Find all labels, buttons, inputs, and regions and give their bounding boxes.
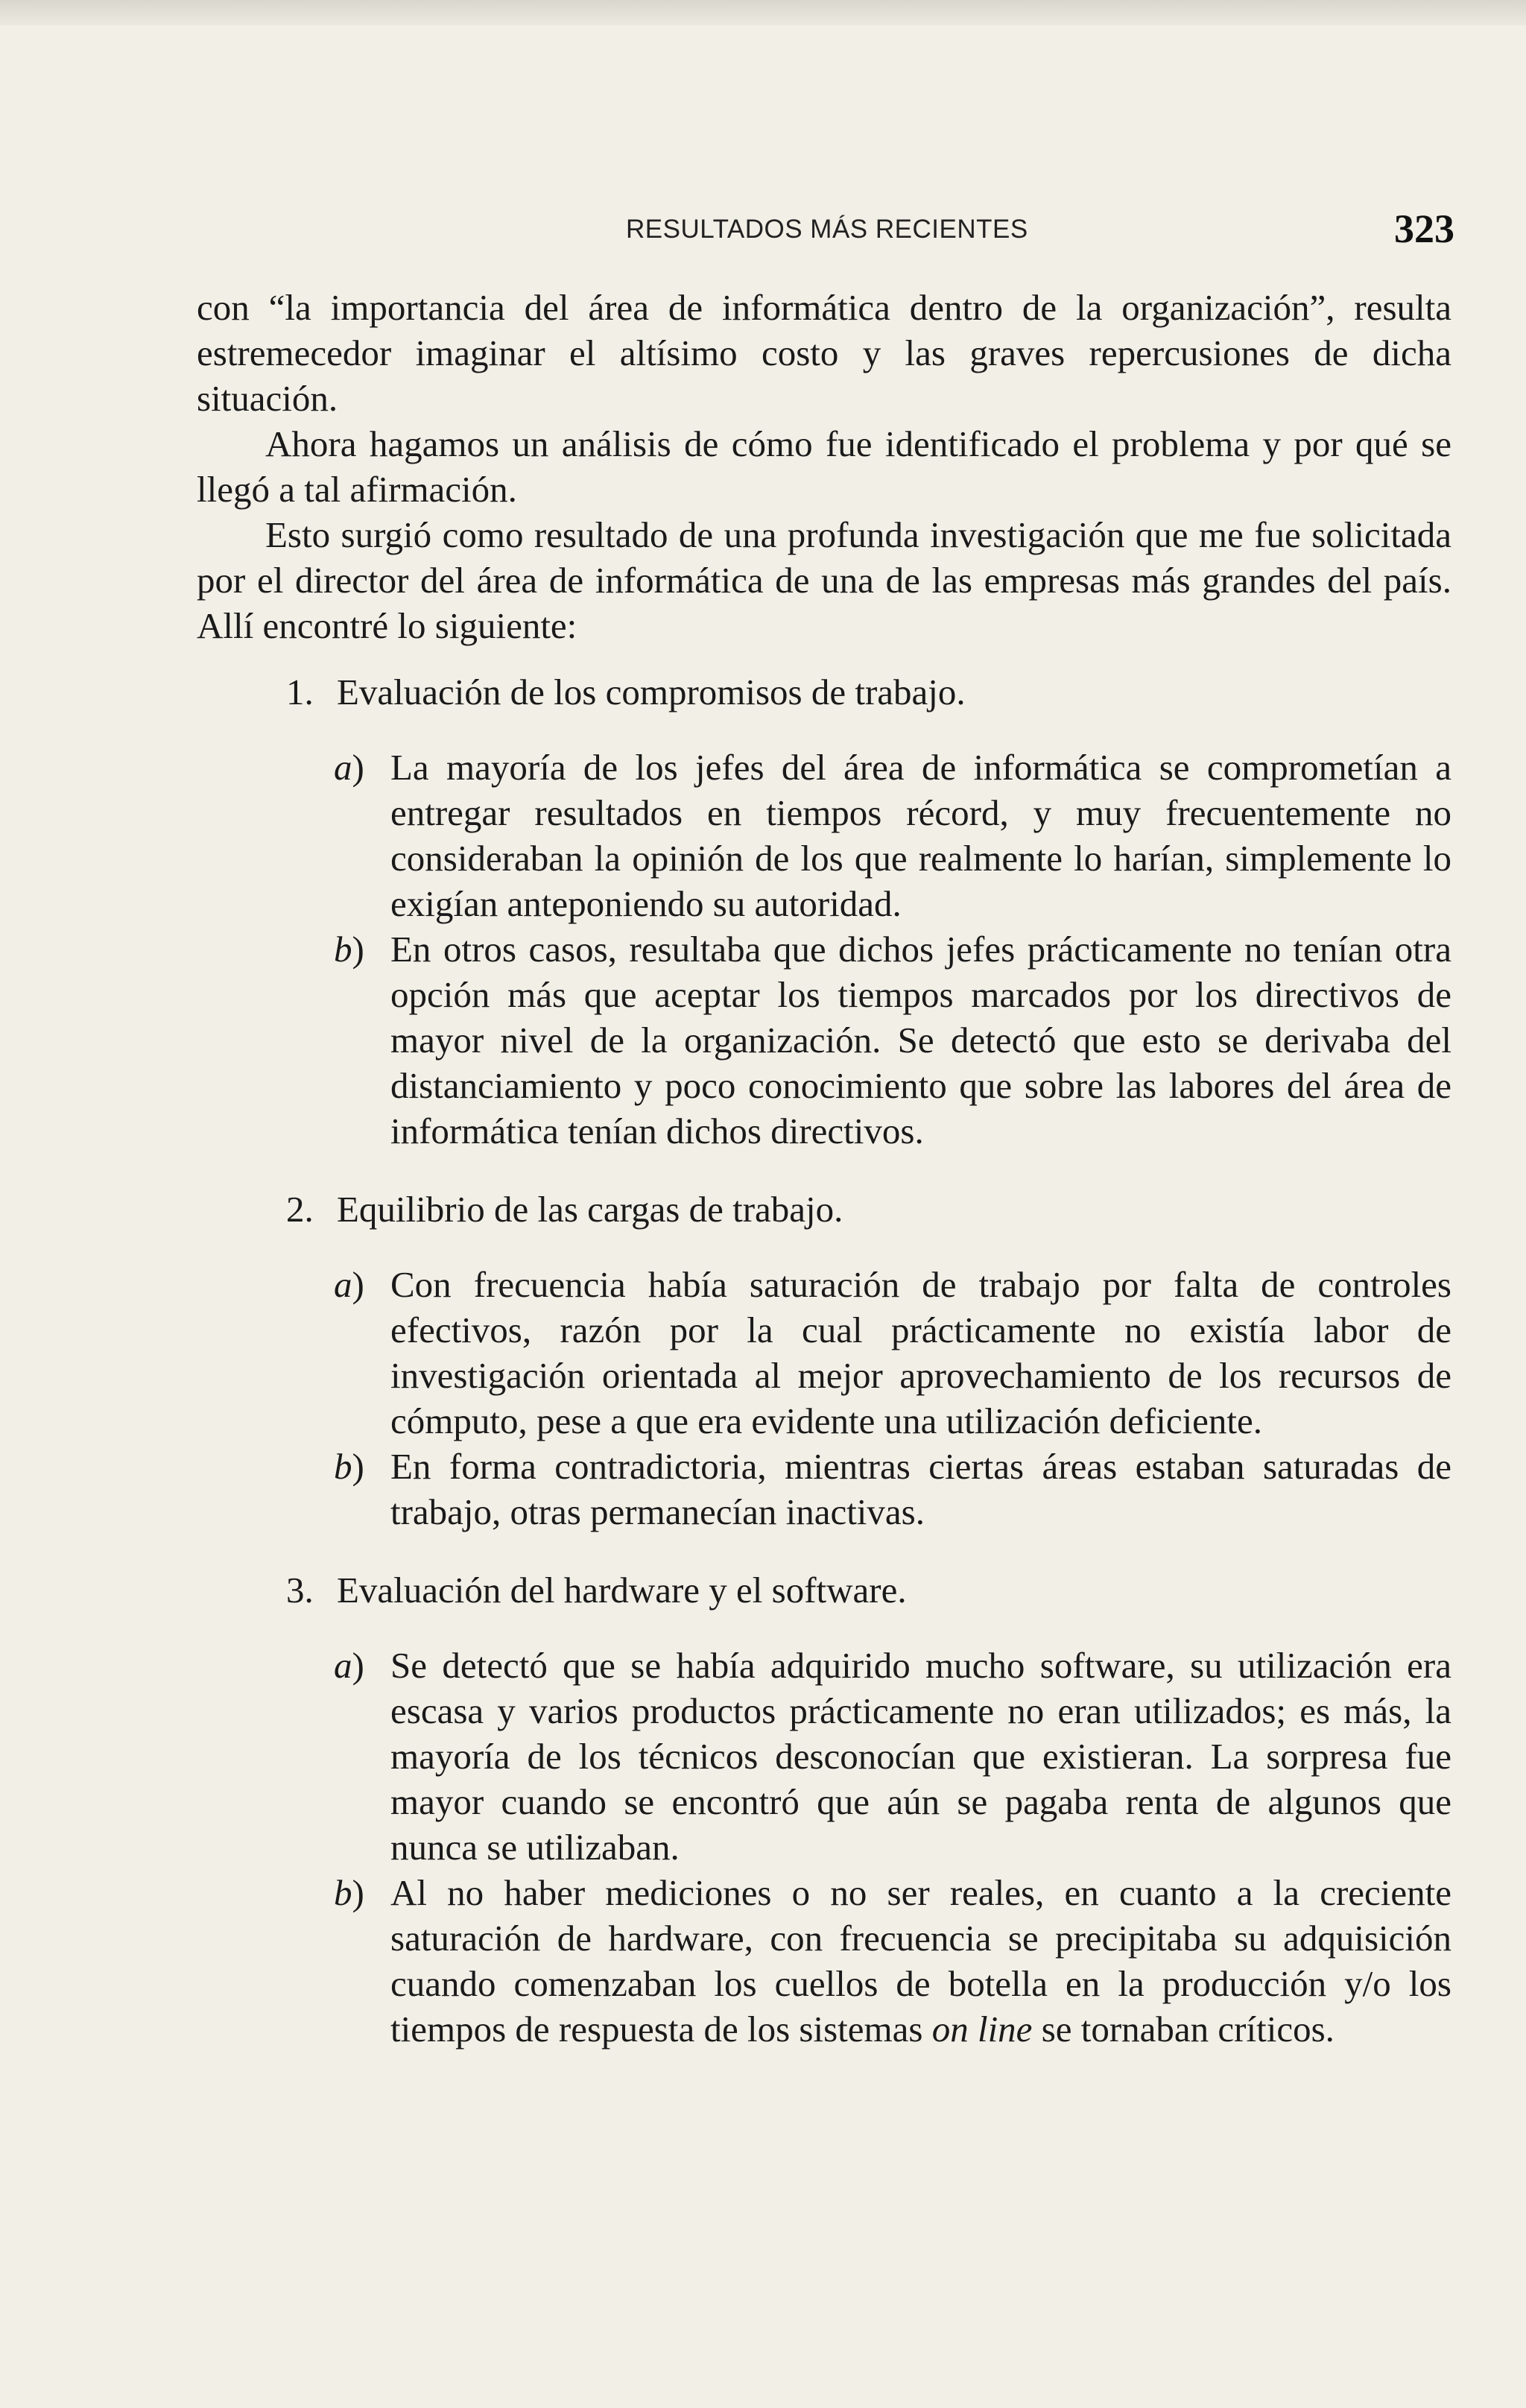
section-number: 2.: [286, 1189, 314, 1230]
item-text: En forma contradictoria, mientras ciertas áreas estaban saturadas de trabajo, otras permanecían inactivas.: [390, 1446, 1451, 1532]
item-text: Se detectó que se había adquirido mucho software, su utilización era escasa y varios productos prácticamente no eran utilizados; es más, la mayoría de los técnicos desconocían que existieran. La sorpresa fue mayor cuando se encontró que aún se pagaba renta de algunos que nunca se utilizaban.: [390, 1645, 1451, 1868]
list-item: [334, 745, 1451, 926]
section-number: 1.: [286, 671, 314, 712]
list-item: [334, 1870, 1451, 2052]
scan-top-edge: [0, 0, 1526, 25]
item-letter: b): [334, 1446, 364, 1487]
section-title: Evaluación de los compromisos de trabajo.: [337, 671, 966, 712]
intro-paragraph-1: con “la importancia del área de informática dentro de la organización”, resulta estremecedor imaginar el altísimo costo y las graves repercusiones de dicha situación.: [197, 287, 1451, 419]
intro-paragraph-2: Ahora hagamos un análisis de cómo fue identificado el problema y por qué se llegó a tal afirmación.: [197, 423, 1451, 510]
section-title: Evaluación del hardware y el software.: [337, 1570, 907, 1611]
item-text-emphasis: on line: [931, 2009, 1033, 2050]
section-heading: [286, 669, 1451, 715]
list-item: [334, 1262, 1451, 1444]
item-text-part: se tornaban críticos.: [1032, 2009, 1335, 2050]
item-letter: b): [334, 929, 364, 970]
section-2: [197, 1186, 1451, 1535]
intro-paragraph-3: Esto surgió como resultado de una profunda investigación que me fue solicitada por el director del área de informática de una de las empresas más grandes del país. Allí encontré lo siguiente:: [197, 514, 1451, 646]
item-text-part: Al no haber mediciones o no ser reales, en cuanto a la creciente saturación de hardware, con frecuencia se precipitaba su adquisición cuando comenzaban los cuellos de botella en la producción y/o los tiempos de respuesta de los sistemas: [390, 1872, 1451, 2050]
section-number: 3.: [286, 1570, 314, 1611]
item-letter: b): [334, 1872, 364, 1913]
list-item: [334, 1643, 1451, 1870]
item-text: Con frecuencia había saturación de trabajo por falta de controles efectivos, razón por la cual prácticamente no existía labor de investigación orientada al mejor aprovechamiento de los recursos de cómputo, pese a que era evidente una utilización deficiente.: [390, 1264, 1451, 1441]
page-number: 323: [1394, 206, 1454, 251]
running-title: RESULTADOS MÁS RECIENTES: [626, 215, 1028, 244]
running-header: [197, 200, 1454, 259]
page-body: [197, 285, 1451, 2052]
section-3: [197, 1567, 1451, 2052]
item-text: En otros casos, resultaba que dichos jefes prácticamente no tenían otra opción más que aceptar los tiempos marcados por los directivos de mayor nivel de la organización. Se detectó que esto se derivaba del distanciamiento y poco conocimiento que sobre las labores del área de informática tenían dichos directivos.: [390, 929, 1451, 1151]
list-item: [334, 1444, 1451, 1535]
item-letter: a): [334, 747, 364, 788]
item-text: [390, 1870, 1451, 2052]
section-heading: [286, 1186, 1451, 1232]
section-1: [197, 669, 1451, 1154]
list-item: [334, 926, 1451, 1154]
item-letter: a): [334, 1264, 364, 1305]
item-letter: a): [334, 1645, 364, 1686]
section-heading: [286, 1567, 1451, 1613]
section-title: Equilibrio de las cargas de trabajo.: [337, 1189, 843, 1230]
item-text: La mayoría de los jefes del área de informática se comprometían a entregar resultados en tiempos récord, y muy frecuentemente no consideraban la opinión de los que realmente lo harían, simplemente lo exigían anteponiendo su autoridad.: [390, 747, 1451, 924]
